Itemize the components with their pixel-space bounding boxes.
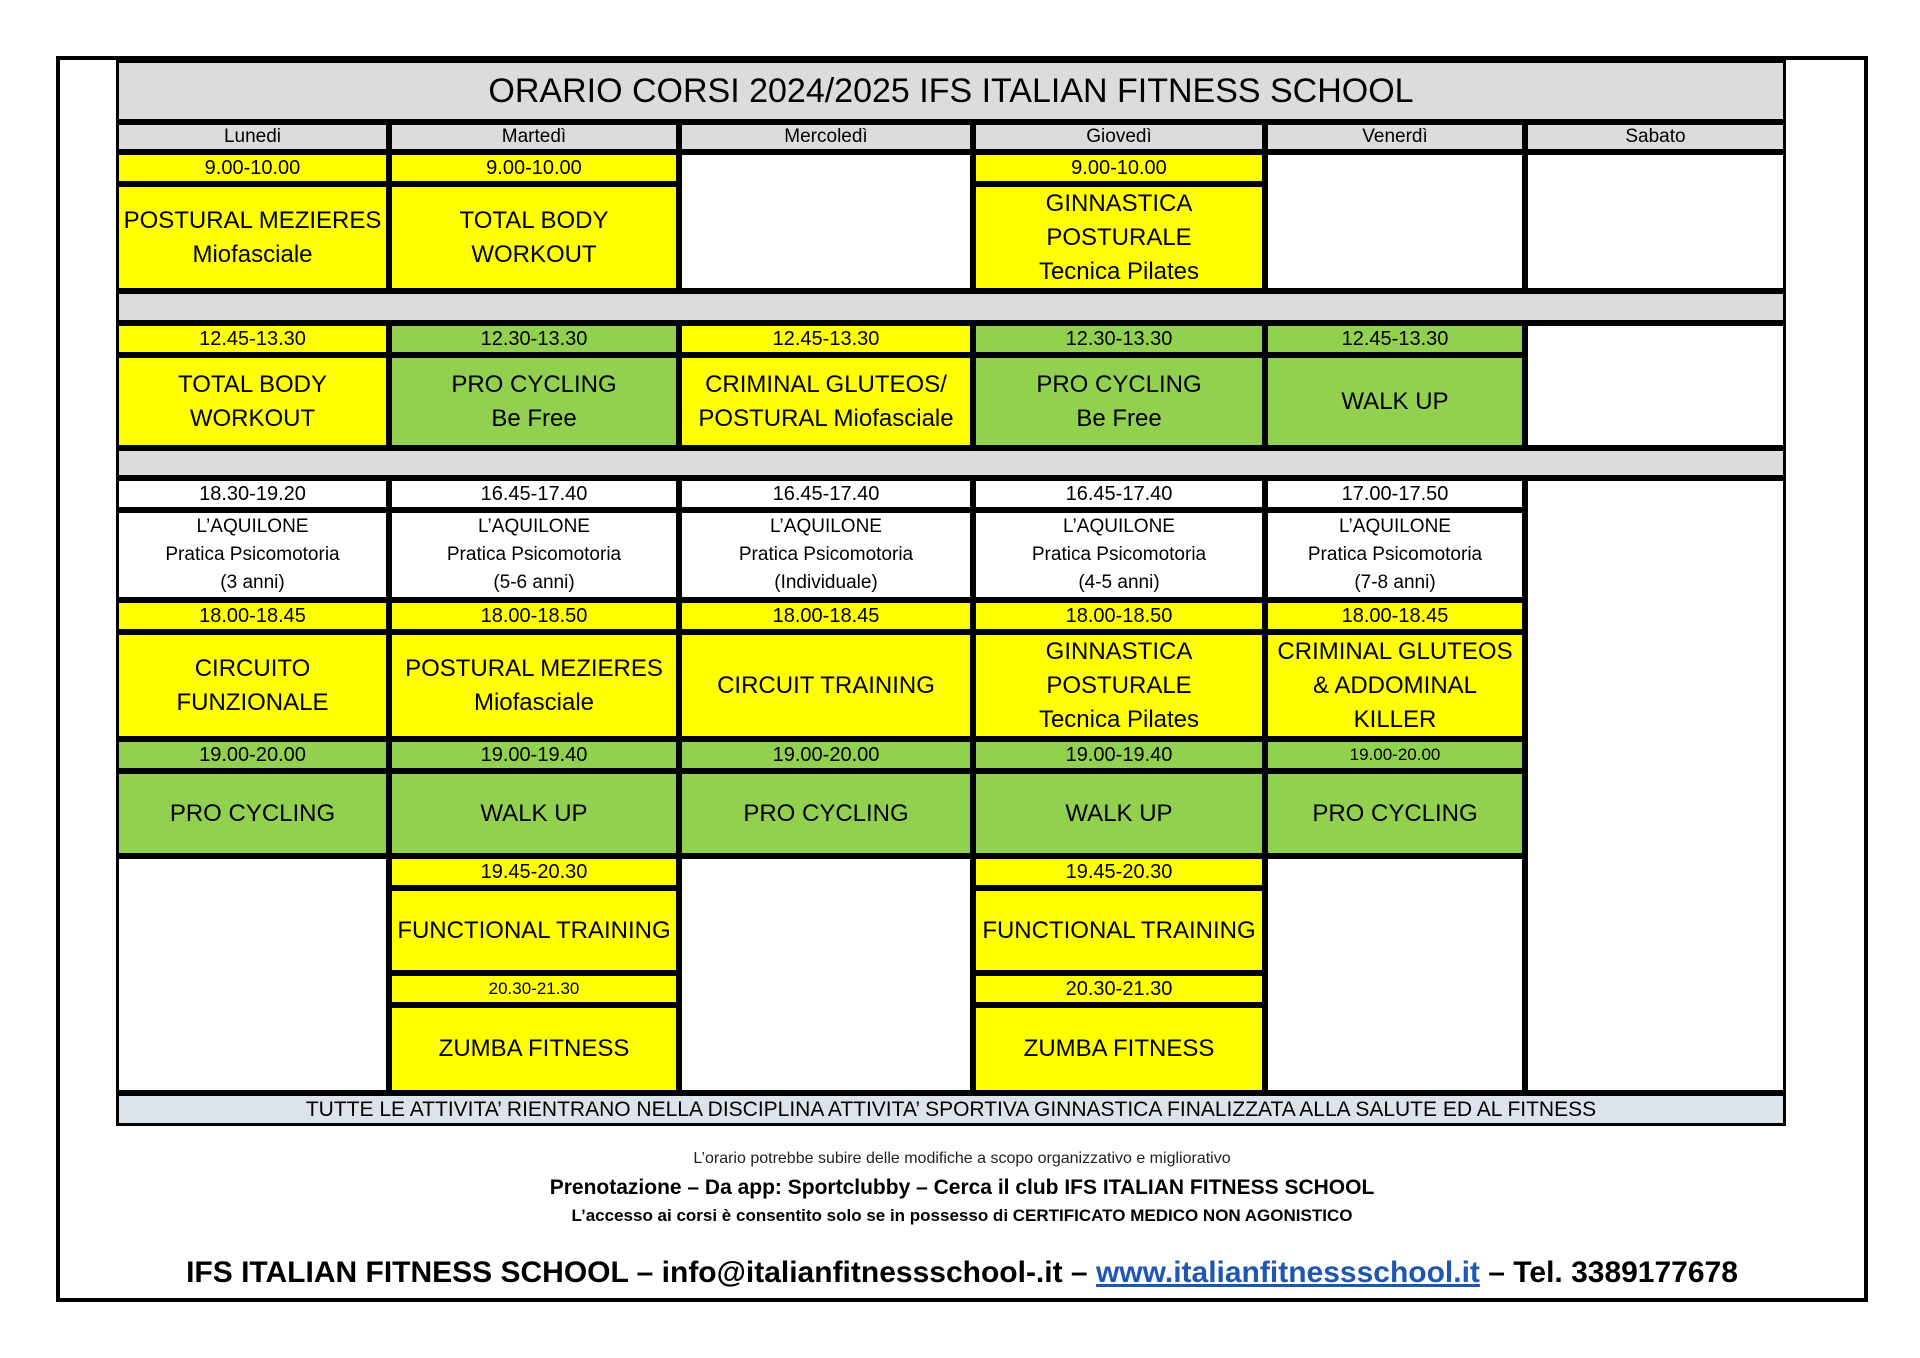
course-cell bbox=[679, 771, 973, 856]
time-slot: 19.00-20.00 bbox=[1265, 739, 1525, 771]
contact-phone: – Tel. 3389177678 bbox=[1488, 1256, 1738, 1289]
course-subtitle: Pratica Psicomotoria bbox=[165, 544, 340, 565]
empty-cell bbox=[1525, 478, 1786, 1093]
course-name: CIRCUIT TRAINING bbox=[717, 671, 935, 699]
empty-cell bbox=[116, 856, 389, 1093]
course-name: L’AQUILONE bbox=[1339, 516, 1451, 537]
course-subtitle: WORKOUT bbox=[471, 240, 597, 268]
time-slot: 20.30-21.30 bbox=[973, 973, 1265, 1005]
course-cell bbox=[1265, 355, 1525, 448]
course-name: PRO CYCLING bbox=[451, 370, 617, 398]
course-cell bbox=[973, 1005, 1265, 1093]
time-slot: 9.00-10.00 bbox=[389, 152, 679, 184]
time-slot: 16.45-17.40 bbox=[389, 478, 679, 510]
course-subtitle: POSTURALE bbox=[1046, 223, 1192, 251]
course-cell bbox=[389, 184, 679, 291]
time-slot: 19.00-20.00 bbox=[116, 739, 389, 771]
course-name: POSTURAL MEZIERES bbox=[405, 654, 663, 682]
course-age: (7-8 anni) bbox=[1354, 572, 1436, 593]
empty-cell bbox=[1265, 152, 1525, 291]
course-name: PRO CYCLING bbox=[743, 799, 909, 827]
course-name: PRO CYCLING bbox=[169, 799, 336, 827]
course-cell bbox=[389, 771, 679, 856]
course-name: CIRCUITO bbox=[194, 654, 311, 682]
day-header-giovedi: Giovedì bbox=[973, 122, 1265, 152]
course-name: FUNCTIONAL TRAINING bbox=[397, 916, 671, 944]
course-name: GINNASTICA bbox=[1045, 189, 1193, 217]
course-subtitle: Tecnica Pilates bbox=[1038, 257, 1200, 285]
time-slot: 19.00-19.40 bbox=[389, 739, 679, 771]
course-cell bbox=[1265, 771, 1525, 856]
course-name: KILLER bbox=[1353, 705, 1437, 733]
course-cell bbox=[679, 510, 973, 600]
time-slot: 18.30-19.20 bbox=[116, 478, 389, 510]
course-name: WALK UP bbox=[1341, 387, 1449, 415]
course-name: CRIMINAL GLUTEOS/ bbox=[705, 370, 947, 398]
course-cell bbox=[973, 771, 1265, 856]
separator-row bbox=[116, 291, 1786, 323]
empty-cell bbox=[679, 152, 973, 291]
schedule-note: L’orario potrebbe subire delle modifiche a scopo organizzativo e migliorativo bbox=[693, 1150, 1231, 1167]
course-subtitle: FUNZIONALE bbox=[176, 688, 329, 716]
course-name: CRIMINAL GLUTEOS bbox=[1277, 637, 1513, 665]
time-slot: 18.00-18.50 bbox=[973, 600, 1265, 632]
course-age: (5-6 anni) bbox=[493, 572, 575, 593]
course-name: L’AQUILONE bbox=[770, 516, 882, 537]
course-cell bbox=[389, 510, 679, 600]
course-subtitle: Pratica Psicomotoria bbox=[1031, 544, 1207, 565]
course-name: ZUMBA FITNESS bbox=[438, 1035, 630, 1062]
course-cell bbox=[116, 510, 389, 600]
day-header-venerdi: Venerdì bbox=[1265, 122, 1525, 152]
course-name: TOTAL BODY bbox=[459, 206, 609, 234]
course-cell bbox=[973, 355, 1265, 448]
time-slot: 16.45-17.40 bbox=[973, 478, 1265, 510]
course-name: GINNASTICA bbox=[1045, 637, 1193, 665]
empty-cell bbox=[1525, 323, 1786, 448]
empty-cell bbox=[679, 856, 973, 1093]
course-name: TOTAL BODY bbox=[178, 370, 327, 398]
time-slot: 17.00-17.50 bbox=[1265, 478, 1525, 510]
course-subtitle: Pratica Psicomotoria bbox=[738, 544, 914, 565]
time-slot: 18.00-18.45 bbox=[116, 600, 389, 632]
course-subtitle: Be Free bbox=[491, 404, 577, 432]
course-cell bbox=[1265, 510, 1525, 600]
time-slot: 16.45-17.40 bbox=[679, 478, 973, 510]
separator-row bbox=[116, 448, 1786, 478]
course-cell bbox=[116, 632, 389, 739]
time-slot: 19.00-20.00 bbox=[679, 739, 973, 771]
time-slot: 20.30-21.30 bbox=[389, 973, 679, 1005]
time-slot: 12.45-13.30 bbox=[116, 323, 389, 355]
course-cell bbox=[973, 510, 1265, 600]
course-age: (4-5 anni) bbox=[1078, 572, 1160, 593]
course-name: PRO CYCLING bbox=[1312, 799, 1478, 827]
course-name: PRO CYCLING bbox=[1036, 370, 1202, 398]
course-cell bbox=[116, 184, 389, 291]
empty-cell bbox=[1265, 856, 1525, 1093]
course-subtitle: POSTURAL Miofasciale bbox=[698, 404, 954, 432]
day-header-mercoledi: Mercoledì bbox=[679, 122, 973, 152]
day-header-lunedi: Lunedi bbox=[116, 122, 389, 152]
time-slot: 19.00-19.40 bbox=[973, 739, 1265, 771]
course-name: FUNCTIONAL TRAINING bbox=[982, 916, 1256, 944]
course-cell bbox=[116, 355, 389, 448]
course-cell bbox=[389, 632, 679, 739]
time-slot: 12.45-13.30 bbox=[1265, 323, 1525, 355]
course-name: POSTURAL MEZIERES bbox=[123, 206, 382, 234]
course-name: L’AQUILONE bbox=[478, 516, 590, 537]
time-slot: 12.30-13.30 bbox=[973, 323, 1265, 355]
time-slot: 19.45-20.30 bbox=[389, 856, 679, 888]
empty-cell bbox=[1525, 152, 1786, 291]
page-title: ORARIO CORSI 2024/2025 IFS ITALIAN FITNESS SCHOOL bbox=[116, 60, 1786, 122]
course-cell bbox=[973, 184, 1265, 291]
course-age: (3 anni) bbox=[220, 572, 285, 593]
course-name: & ADDOMINAL bbox=[1312, 671, 1478, 699]
time-slot: 12.30-13.30 bbox=[389, 323, 679, 355]
time-slot: 9.00-10.00 bbox=[973, 152, 1265, 184]
day-header-martedi: Martedì bbox=[389, 122, 679, 152]
course-cell bbox=[679, 355, 973, 448]
disclaimer-bar: TUTTE LE ATTIVITA’ RIENTRANO NELLA DISCIPLINA ATTIVITA’ SPORTIVA GINNASTICA FINALIZZATA ALLA SALUTE ED AL FITNESS bbox=[116, 1093, 1786, 1126]
course-name: L’AQUILONE bbox=[196, 516, 309, 537]
course-subtitle: Miofasciale bbox=[473, 688, 595, 716]
course-name: ZUMBA FITNESS bbox=[1023, 1035, 1215, 1062]
course-cell bbox=[973, 632, 1265, 739]
day-header-sabato: Sabato bbox=[1525, 122, 1786, 152]
course-cell bbox=[389, 888, 679, 973]
course-subtitle: POSTURALE bbox=[1046, 671, 1192, 699]
time-slot: 18.00-18.50 bbox=[389, 600, 679, 632]
time-slot: 19.45-20.30 bbox=[973, 856, 1265, 888]
course-subtitle: Tecnica Pilates bbox=[1038, 705, 1200, 733]
course-subtitle: WORKOUT bbox=[189, 404, 316, 432]
booking-info: Prenotazione – Da app: Sportclubby – Cerca il club IFS ITALIAN FITNESS SCHOOL bbox=[549, 1176, 1375, 1199]
access-info: L’accesso ai corsi è consentito solo se in possesso di CERTIFICATO MEDICO NON AGONISTICO bbox=[571, 1206, 1353, 1225]
contact-line bbox=[56, 1256, 1868, 1290]
course-cell bbox=[1265, 632, 1525, 739]
time-slot: 9.00-10.00 bbox=[116, 152, 389, 184]
course-cell bbox=[973, 888, 1265, 973]
course-cell bbox=[389, 355, 679, 448]
course-age: (Individuale) bbox=[774, 572, 878, 593]
course-cell bbox=[116, 771, 389, 856]
time-slot: 12.45-13.30 bbox=[679, 323, 973, 355]
course-subtitle: Pratica Psicomotoria bbox=[446, 544, 622, 565]
course-subtitle: Miofasciale bbox=[192, 240, 313, 268]
time-slot: 18.00-18.45 bbox=[679, 600, 973, 632]
course-subtitle: Pratica Psicomotoria bbox=[1307, 544, 1483, 565]
course-name: WALK UP bbox=[1065, 799, 1173, 827]
course-cell bbox=[679, 632, 973, 739]
website-link[interactable]: www.italianfitnessschool.it bbox=[1095, 1256, 1480, 1289]
course-name: WALK UP bbox=[480, 799, 588, 827]
course-cell bbox=[389, 1005, 679, 1093]
time-slot: 18.00-18.45 bbox=[1265, 600, 1525, 632]
contact-prefix: IFS ITALIAN FITNESS SCHOOL – info@italianfitnessschool-.it – bbox=[186, 1256, 1088, 1289]
course-subtitle: Be Free bbox=[1076, 404, 1162, 432]
course-name: L’AQUILONE bbox=[1063, 516, 1175, 537]
